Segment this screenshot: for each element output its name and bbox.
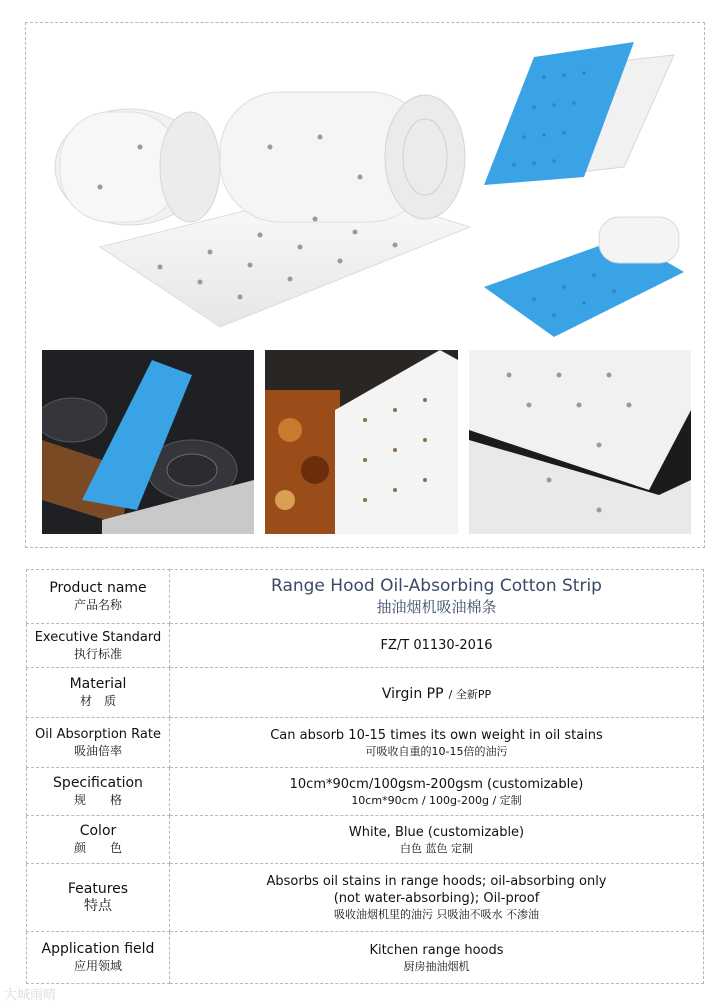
label-en: Executive Standard (34, 630, 162, 645)
table-row (27, 624, 704, 668)
label-en: Color (79, 823, 117, 839)
absorption-rate-label (27, 718, 170, 768)
color-label (27, 816, 170, 864)
value-en: 10cm*90cm/100gsm-200gsm (customizable) (289, 776, 584, 792)
white-cotton-rolls-photo (40, 37, 470, 347)
table-row (27, 864, 704, 932)
features-label (27, 864, 170, 932)
value-cn: / 全新PP (448, 687, 492, 701)
color-value (170, 816, 704, 864)
standard-value (170, 624, 704, 668)
table-row (27, 768, 704, 816)
label-cn: 规 格 (73, 793, 122, 807)
stove-with-blue-strip-photo (42, 350, 254, 534)
watermark: 大城雨晴 (4, 988, 57, 1003)
value-en-line1: Absorbs oil stains in range hoods; oil-absorbing only (266, 874, 607, 889)
label-cn: 颜 色 (73, 841, 122, 855)
label-cn: 执行标准 (73, 647, 122, 661)
value-en: Kitchen range hoods (369, 942, 504, 958)
label-en: Specification (53, 775, 143, 791)
label-en: Application field (41, 941, 155, 957)
value-cn: 厨房抽油烟机 (403, 959, 470, 973)
value-en-line2: (not water-absorbing); Oil-proof (333, 891, 540, 906)
label-cn: 特点 (84, 898, 112, 914)
label-cn: 吸油倍率 (73, 744, 122, 758)
label-en: Features (67, 881, 129, 897)
material-label (27, 668, 170, 718)
value-cn: 可吸收自重的10-15倍的油污 (365, 744, 508, 758)
application-value (170, 932, 704, 984)
specification-label (27, 768, 170, 816)
table-row (27, 570, 704, 624)
table-row (27, 816, 704, 864)
value-en: Can absorb 10-15 times its own weight in oil stains (270, 727, 603, 743)
white-sheets-closeup-photo (469, 350, 691, 534)
product-title-cn: 抽油烟机吸油棉条 (376, 598, 497, 616)
product-name-value (170, 570, 704, 624)
value-cn: 吸收油烟机里的油污 只吸油不吸水 不渗油 (334, 908, 539, 921)
product-photo-gallery (25, 22, 705, 548)
value-cn: 白色 蓝色 定制 (400, 841, 473, 855)
product-spec-table (26, 569, 704, 984)
value-en: White, Blue (customizable) (348, 824, 525, 840)
value-en: Virgin PP (381, 685, 444, 702)
specification-value (170, 768, 704, 816)
table-row (27, 668, 704, 718)
absorption-rate-value (170, 718, 704, 768)
table-row (27, 932, 704, 984)
material-value (170, 668, 704, 718)
oil-stained-strip-photo (265, 350, 458, 534)
label-en: Material (69, 676, 127, 692)
value-en: FZ/T 01130-2016 (380, 638, 493, 653)
table-row (27, 718, 704, 768)
application-label (27, 932, 170, 984)
features-value (170, 864, 704, 932)
label-en: Product name (49, 580, 147, 596)
standard-label (27, 624, 170, 668)
label-en: Oil Absorption Rate (35, 727, 161, 742)
label-cn: 产品名称 (73, 598, 122, 612)
value-cn: 10cm*90cm / 100g-200g / 定制 (351, 793, 522, 807)
label-cn: 应用领域 (73, 959, 122, 973)
product-name-label (27, 570, 170, 624)
blue-white-strips-photo (474, 37, 696, 347)
product-title-en: Range Hood Oil-Absorbing Cotton Strip (271, 576, 602, 596)
label-cn: 材 质 (79, 694, 116, 708)
